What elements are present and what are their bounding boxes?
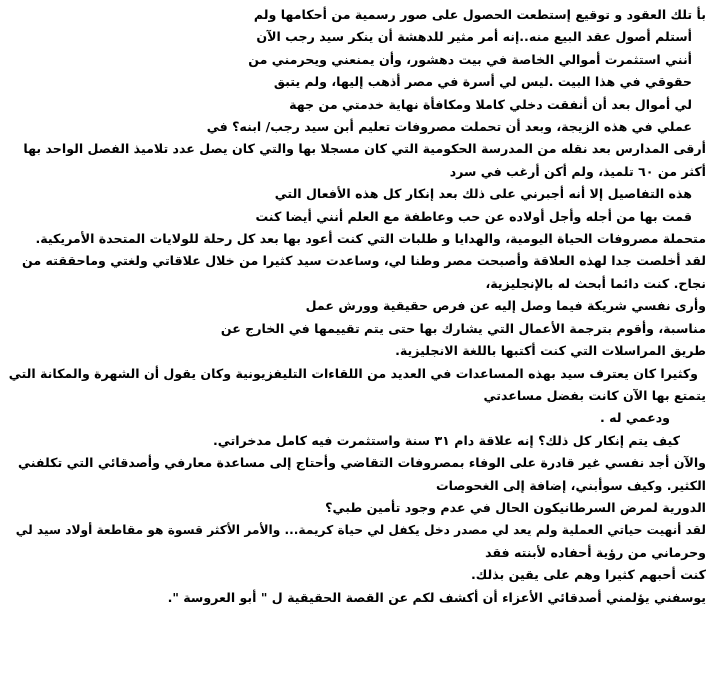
text-line: أكثر من ٦٠ تلميذ، ولم أكن أرغب في سرد bbox=[449, 163, 706, 179]
text-line: الكثير. وكيف سوأبني، إضافة إلى الغحوصات bbox=[435, 477, 706, 493]
text-line: كنت أحبهم كثيرا وهم على يقين بذلك. bbox=[470, 567, 706, 583]
text-line: هذه التفاصيل إلا أنه أجبرني على ذلك بعد إنكار كل هذه الأفعال التي bbox=[274, 186, 692, 202]
text-line: بأ تلك العقود و توقيع إستطعت الحصول على صور رسمية من أحكامها ولم bbox=[253, 7, 706, 22]
text-line: يوسفني يؤلمني أصدقائي الأعزاء أن أكشف لكم عن القصة الحقيقية ل " أبو العروسة ". bbox=[167, 589, 706, 605]
text-line: عملي في هذه الزيجة، وبعد أن تحملت مصروفات تعليم أبن سيد رجب/ ابنه؟ في bbox=[206, 119, 692, 135]
text-line: الدورية لمرض السرطانيكون الحال في عدم وجود تأمين طبي؟ bbox=[325, 499, 706, 515]
text-line: أنني استثمرت أموالي الخاصة في بيت دهشور، وأن يمنعني ويحرمني من bbox=[248, 51, 692, 67]
text-line: طريق المراسلات التي كنت أكتبها باللغة الانجليزية. bbox=[395, 343, 706, 359]
text-line: قمت بها من أجله وأجل أولاده عن حب وعاطفة مع العلم أنني أيضا كنت bbox=[255, 208, 692, 224]
text-line: لي أموال بعد أن أنفقت دخلي كاملا ومكافأة نهاية خدمتي من جهة bbox=[289, 96, 692, 112]
text-line: يتمتع بها الآن كانت بفضل مساعدتي bbox=[483, 387, 706, 403]
text-line: لقد أنهيت حياتي العملية ولم يعد لي مصدر دخل يكفل لي حياة كريمة... والأمر الأكثر قسوة هو مقاطعة أولاد سيد لي bbox=[15, 523, 706, 538]
text-line: وكثيرا كان يعترف سيد بهذه المساعدات في العديد من اللقاءات التليفزيونية وكان يقول أن الشهرة والمكانة التي bbox=[8, 365, 698, 381]
text-line: والآن أجد نفسي غير قادرة على الوفاء بمصروفات التقاضي وأحتاج إلى مساعدة معارفي وأصدقائي التي تكلفني bbox=[18, 455, 706, 471]
text-line: حقوقي في هذا البيت .ليس لي أسرة في مصر أذهب إليها، ولم يتبق bbox=[273, 74, 692, 90]
text-line: وأرى نفسي شريكة فيما وصل إليه عن فرص حقيقية وورش عمل bbox=[305, 298, 706, 314]
text-line: أستلم أصول عقد البيع منه..إنه أمر مثير للدهشة أن ينكر سيد رجب الآن bbox=[256, 29, 692, 45]
text-line: وحرماني من رؤية أحفاده لأبنته فقد bbox=[485, 544, 706, 560]
text-line: كيف يتم إنكار كل ذلك؟ إنه علاقة دام ٣١ سنة واستثمرت فيه كامل مدخراتي. bbox=[212, 432, 680, 448]
text-line: مناسبة، وأقوم بترجمة الأعمال التي يشارك بها حتى يتم تقييمها في الخارج عن bbox=[220, 320, 706, 336]
text-line: نجاح. كنت دائما أبحث له بالإنجليزية، bbox=[485, 275, 706, 291]
text-line: ودعمي له . bbox=[600, 410, 670, 426]
text-line: أرقى المدارس بعد نقله من المدرسة الحكومية التي كان مسجلا بها والتي كان يصل عدد تلاميذ الفصل الواحد بها bbox=[23, 141, 706, 157]
text-line: متحملة مصروفات الحياة اليومية، والهدايا و طلبات التي كنت أعود بها بعد كل رحلة للولايات المتحدة الأمريكية. bbox=[35, 231, 706, 247]
text-line: لقد أخلصت جدا لهذه العلاقة وأصبحت مصر وطنا لي، وساعدت سيد كثيرا من خلال علاقاتي ولغتي وماحققته من bbox=[22, 253, 706, 269]
